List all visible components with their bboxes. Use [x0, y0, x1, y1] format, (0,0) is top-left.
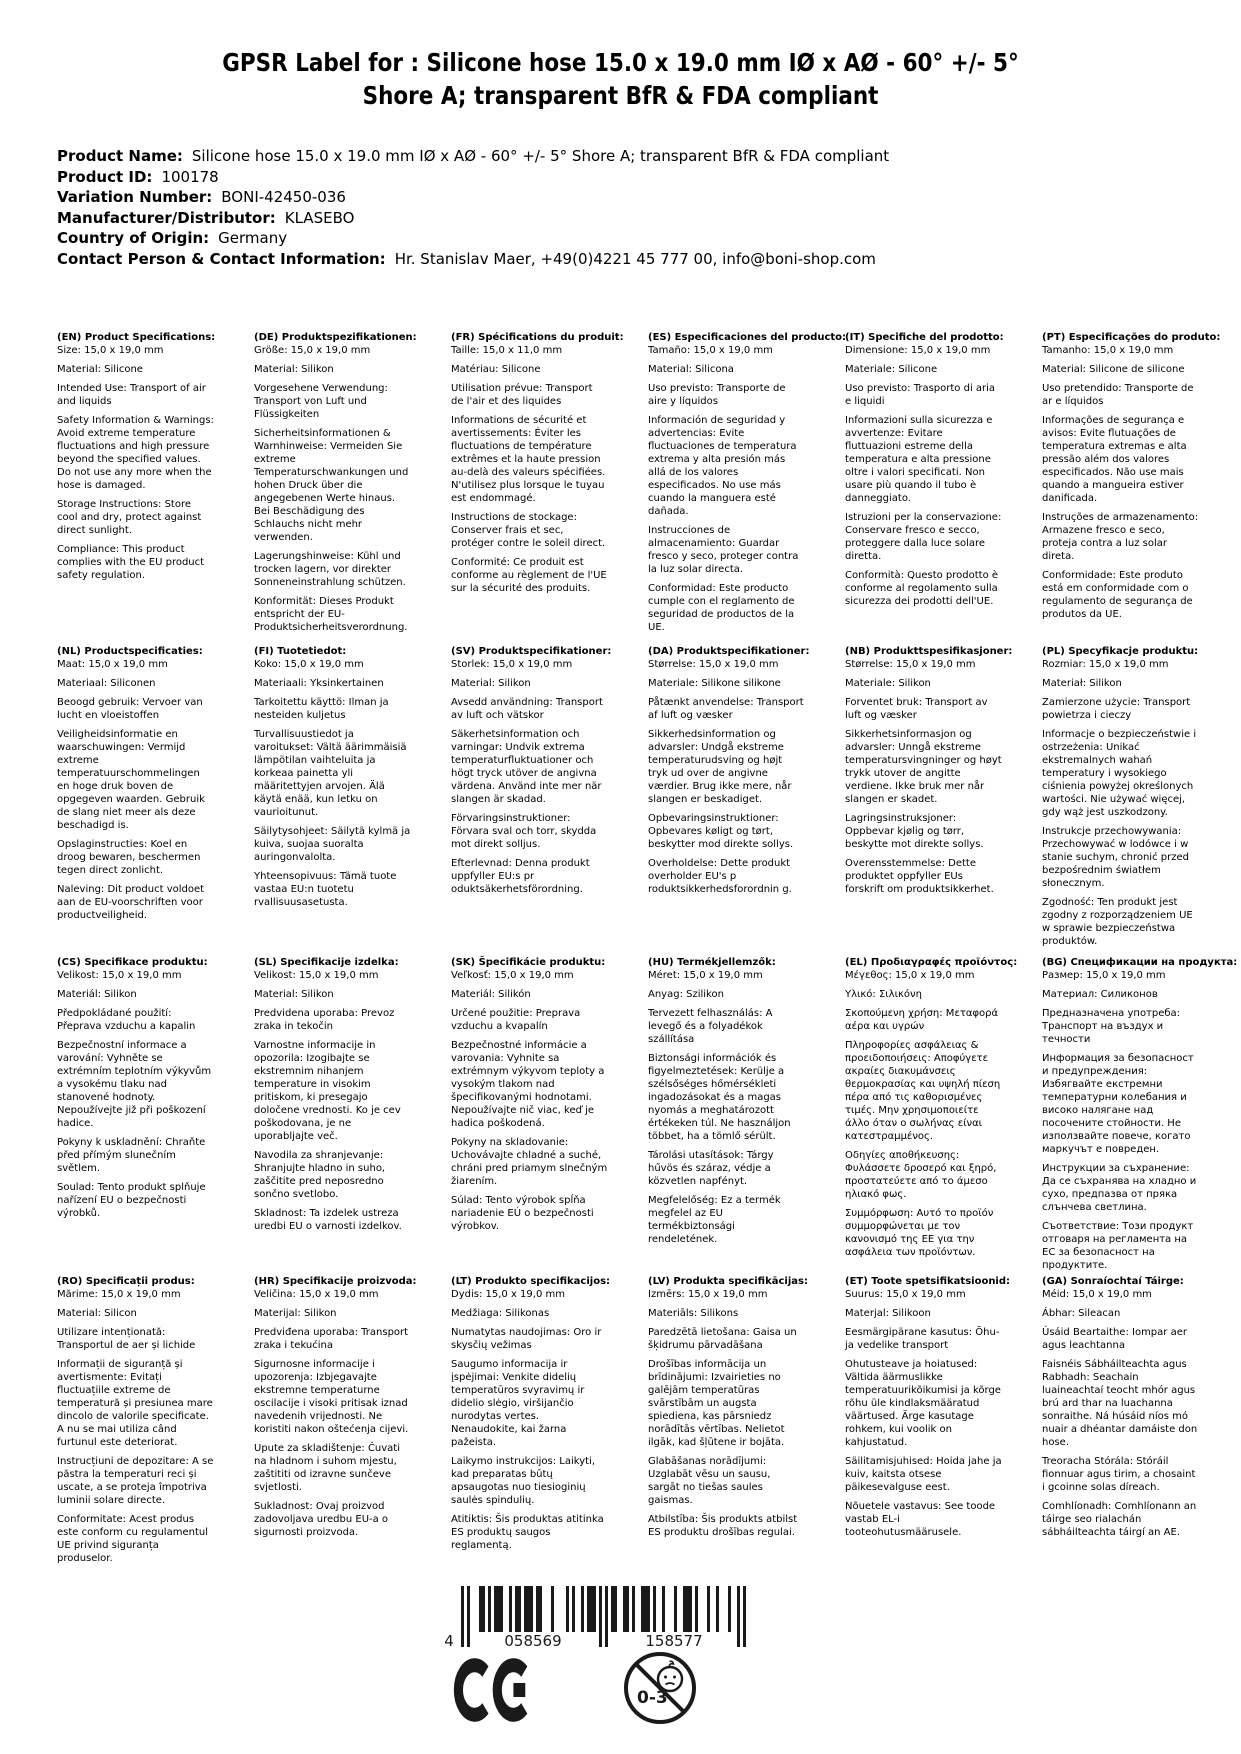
spec-paragraph: Treoracha Stórála: Stóráil fionnuar agus tirim, a chosaint i gcoinne solas díreach. — [1042, 1456, 1196, 1493]
spec-paragraph: Tamaño: 15,0 x 19,0 mm — [648, 345, 773, 356]
spec-paragraph: Tervezett felhasználás: A levegő és a folyadékok szállítása — [648, 1008, 773, 1045]
variation-number-label: Variation Number: — [57, 188, 213, 206]
spec-paragraph: Uso previsto: Transporte de aire y líquidos — [648, 383, 786, 407]
spec-paragraph: Tárolási utasítások: Tárgy hűvös és száraz, védje a közvetlen napfényt. — [648, 1150, 774, 1187]
spec-paragraph: Ohutusteave ja hoiatused: Vältida äärmuslikke temperatuurikõikumisi ja kõrge rõhu üle kindlaksmääratud väärtused. Ärge kasutage rohkem, kui voolik on kahjustatud. — [845, 1359, 1001, 1448]
spec-paragraph: Biztonsági információk és figyelmeztetések: Kerülje a szélsőséges hőmérsékleti ingadozásokat és a magas nyomás a meghatározott értékeken túl. Ne használjon többet, ha a tömlő sérült. — [648, 1053, 791, 1142]
spec-paragraph: Atitiktis: Šis produktas atitinka ES produktų saugos reglamentą. — [451, 1514, 604, 1551]
barcode-digits-left: 058569 — [504, 1632, 562, 1650]
spec-heading-it: (IT) Specifiche del prodotto: — [845, 332, 1004, 343]
product-info — [57, 146, 889, 269]
spec-paragraph: Størrelse: 15,0 x 19,0 mm — [648, 659, 779, 670]
spec-block-el — [845, 956, 1018, 1275]
spec-heading-cs: (CS) Specifikace produktu: — [57, 957, 208, 968]
spec-paragraph: Material: Silikon — [254, 364, 334, 375]
spec-paragraph: Matériau: Silicone — [451, 364, 541, 375]
spec-paragraph: Anyag: Szilikon — [648, 989, 724, 1000]
spec-paragraph: Instruções de armazenamento: Armazene fresco e seco, proteja contra a luz solar direta. — [1042, 512, 1199, 562]
spec-paragraph: Určené použitie: Preprava vzduchu a kvapalín — [451, 1008, 581, 1032]
spec-paragraph: Συμμόρφωση: Αυτό το προϊόν συμμορφώνεται με τον κανονισμό της ΕΕ για την ασφάλεια των προϊόντων. — [845, 1208, 994, 1258]
spec-paragraph: Velikost: 15,0 x 19,0 mm — [254, 970, 379, 981]
spec-paragraph: Dimensione: 15,0 x 19,0 mm — [845, 345, 991, 356]
spec-block-lt — [451, 1275, 611, 1565]
spec-paragraph: Opslaginstructies: Koel en droog bewaren, beschermen tegen direct zonlicht. — [57, 839, 201, 876]
spec-paragraph: Skladnost: Ta izdelek ustreza uredbi EU o varnosti izdelkov. — [254, 1208, 402, 1232]
spec-block-ga — [1042, 1275, 1199, 1565]
ean13-barcode — [438, 1586, 758, 1652]
baby-eye-left — [664, 1676, 667, 1679]
spec-paragraph: Bezpečnostní informace a varování: Vyhněte se extrémním teplotním výkyvům a vysokému tlaku nad stanovené hodnoty. Nepoužívejte již při poškození hadice. — [57, 1040, 212, 1129]
spec-paragraph: Súlad: Tento výrobok spĺňa nariadenie EÚ o bezpečnosti výrobkov. — [451, 1195, 594, 1232]
spec-paragraph: Инструкции за съхранение: Да се съхранява на хладно и сухо, предпазва от пряка слънчева светлина. — [1042, 1163, 1197, 1213]
spec-paragraph: Předpokládané použití: Přeprava vzduchu a kapalin — [57, 1008, 196, 1032]
barcode-digit-first: 4 — [444, 1632, 454, 1650]
page-title-line1: GPSR Label for : Silicone hose 15.0 x 19.0 mm IØ x AØ - 60° +/- 5° — [222, 48, 1019, 77]
spec-paragraph: Zamierzone użycie: Transport powietrza i cieczy — [1042, 697, 1191, 721]
ce-letter-c — [458, 1665, 485, 1715]
spec-paragraph: Upute za skladištenje: Čuvati na hladnom i suhom mjestu, zaštititi od izravne sunčeve svjetlosti. — [254, 1443, 401, 1493]
spec-paragraph: Informações de segurança e avisos: Evite flutuações de temperatura extremas e alta pressão além dos valores especificados. Não use mais quando a mangueira estiver danificada. — [1042, 415, 1187, 504]
product-name-label: Product Name: — [57, 147, 183, 165]
spec-heading-lv: (LV) Produkta specifikācijas: — [648, 1276, 808, 1287]
spec-paragraph: Turvallisuustiedot ja varoitukset: Vältä äärimmäisiä lämpötilan vaihteluita ja korkeaa painetta yli määritettyjen arvojen. Älä käytä enää, kun letku on vaurioitunut. — [254, 729, 407, 818]
country-of-origin-value: Germany — [218, 229, 288, 247]
spec-paragraph: Zgodność: Ten produkt jest zgodny z rozporządzeniem UE w sprawie bezpieczeństwa produktów. — [1042, 897, 1193, 947]
spec-paragraph: Faisnéis Sábháilteachta agus Rabhadh: Seachain luaineachtaí teocht mhór agus brú ard thar na luachanna sonraithe. Ná húsáid níos mó nuair a dhéantar damáiste don hose. — [1042, 1359, 1198, 1448]
spec-heading-pl: (PL) Specyfikacje produktu: — [1042, 646, 1199, 657]
contact-row — [57, 249, 889, 270]
spec-paragraph: Conformità: Questo prodotto è conforme al regolamento sulla sicurezza dei prodotti dell'UE. — [845, 570, 999, 607]
spec-paragraph: Intended Use: Transport of air and liquids — [57, 383, 206, 407]
spec-paragraph: Overensstemmelse: Dette produktet oppfyller EUs forskrift om produktsikkerhet. — [845, 858, 994, 895]
spec-paragraph: Material: Silicon — [57, 1308, 137, 1319]
spec-block-fr — [451, 331, 624, 645]
spec-paragraph: Predviđena uporaba: Transport zraka i tekućina — [254, 1327, 409, 1351]
spec-paragraph: Οδηγίες αποθήκευσης: Φυλάσσετε δροσερό και ξηρό, προστατεύετε από το άμεσο ηλιακό φως. — [845, 1150, 997, 1200]
baby-eye-right — [673, 1676, 676, 1679]
spec-paragraph: Uso pretendido: Transporte de ar e líquidos — [1042, 383, 1194, 407]
spec-paragraph: Material: Silicone de silicone — [1042, 364, 1185, 375]
spec-paragraph: Eesmärgipärane kasutus: Õhu- ja vedelike transport — [845, 1327, 1000, 1351]
spec-block-sl — [254, 956, 411, 1275]
spec-paragraph: Megfelelőség: Ez a termék megfelel az EU termékbiztonsági rendeletének. — [648, 1195, 781, 1245]
spec-heading-pt: (PT) Especificações do produto: — [1042, 332, 1221, 343]
spec-block-en — [57, 331, 214, 645]
spec-heading-fr: (FR) Spécifications du produit: — [451, 332, 624, 343]
spec-paragraph: Laikymo instrukcijos: Laikyti, kad preparatas būtų apsaugotas nuo tiesioginių saulės spindulių. — [451, 1456, 595, 1506]
spec-paragraph: Numatytas naudojimas: Oro ir skysčių vežimas — [451, 1327, 602, 1351]
spec-paragraph: Conformité: Ce produit est conforme au règlement de l'UE sur la sécurité des produits. — [451, 557, 607, 594]
spec-block-pt — [1042, 331, 1221, 645]
contact-label: Contact Person & Contact Information: — [57, 249, 386, 268]
spec-paragraph: Instrukcje przechowywania: Przechowywać w lodówce i w stanie suchym, chronić przed bezpośrednim światłem słonecznym. — [1042, 826, 1189, 889]
spec-paragraph: Rozmiar: 15,0 x 19,0 mm — [1042, 659, 1169, 670]
spec-paragraph: Säkerhetsinformation och varningar: Undvik extrema temperaturfluktuationer och högt tryck utöver de angivna värdena. Använd inte mer när slangen är skadad. — [451, 729, 602, 805]
spec-paragraph: Materiāls: Silikons — [648, 1308, 739, 1319]
spec-block-ro — [57, 1275, 214, 1565]
manufacturer-row — [57, 208, 889, 229]
spec-paragraph: Informacje o bezpieczeństwie i ostrzeżenia: Unikać ekstremalnych wahań temperatury i wysokiego ciśnienia powyżej określonych wartości. Nie używać więcej, gdy wąż jest uszkodzony. — [1042, 729, 1197, 818]
spec-paragraph: Veľkosť: 15,0 x 19,0 mm — [451, 970, 574, 981]
spec-heading-et: (ET) Toote spetsifikatsioonid: — [845, 1276, 1011, 1287]
age-warning-0-3-icon — [621, 1649, 699, 1727]
spec-paragraph: Uso previsto: Trasporto di aria e liquidi — [845, 383, 996, 407]
spec-heading-ga: (GA) Sonraíochtaí Táirge: — [1042, 1276, 1184, 1287]
spec-paragraph: Vorgesehene Verwendung: Transport von Luft und Flüssigkeiten — [254, 383, 388, 420]
spec-block-es — [648, 331, 847, 645]
spec-paragraph: Soulad: Tento produkt splňuje nařízení EU o bezpečnosti výrobků. — [57, 1182, 206, 1219]
spec-paragraph: Efterlevnad: Denna produkt uppfyller EU:s pr oduktsäkerhetsförordning. — [451, 858, 590, 895]
spec-heading-fi: (FI) Tuotetiedot: — [254, 646, 347, 657]
spec-paragraph: Paredzētā lietošana: Gaisa un šķidrumu pārvadāšana — [648, 1327, 797, 1351]
spec-paragraph: Sikkerhetsinformasjon og advarsler: Unngå ekstreme temperatursvingninger og høyt trykk utover de angitte verdiene. Ikke bruk mer når slangen er skadet. — [845, 729, 1002, 805]
spec-paragraph: Méret: 15,0 x 19,0 mm — [648, 970, 763, 981]
spec-paragraph: Conformidad: Este producto cumple con el reglamento de seguridad de productos de la UE. — [648, 583, 795, 633]
spec-paragraph: Μέγεθος: 15,0 x 19,0 mm — [845, 970, 975, 981]
spec-heading-bg: (BG) Спецификации на продукта: — [1042, 957, 1238, 968]
spec-paragraph: Materiale: Silikone silikone — [648, 678, 781, 689]
spec-paragraph: Sikkerhedsinformation og advarsler: Undgå ekstreme temperaturudsving og højt tryk ud over de angivne værdier. Brug ikke mere, når slangen er beskadiget. — [648, 729, 792, 805]
spec-paragraph: Размер: 15,0 x 19,0 mm — [1042, 970, 1166, 981]
spec-paragraph: Informații de siguranță și avertismente: Evitați fluctuațiile extreme de temperatură și presiunea mare dincolo de valorile specificate. A nu se mai utiliza când furtunul este deteriorat. — [57, 1359, 213, 1448]
product-id-row — [57, 167, 889, 188]
product-name-value: Silicone hose 15.0 x 19.0 mm IØ x AØ - 60° +/- 5° Shore A; transparent BfR & FDA compliant — [191, 147, 890, 165]
spec-paragraph: Tamanho: 15,0 x 19,0 mm — [1042, 345, 1174, 356]
spec-paragraph: Material: Silikon — [254, 989, 334, 1000]
spec-heading-da: (DA) Produktspecifikationer: — [648, 646, 810, 657]
variation-number-row — [57, 187, 889, 208]
spec-heading-nl: (NL) Productspecificaties: — [57, 646, 203, 657]
spec-paragraph: Ábhar: Sileacan — [1042, 1308, 1121, 1319]
spec-paragraph: Tarkoitettu käyttö: Ilman ja nesteiden kuljetus — [254, 697, 389, 721]
spec-paragraph: Forventet bruk: Transport av luft og væsker — [845, 697, 988, 721]
spec-block-lv — [648, 1275, 808, 1565]
spec-heading-lt: (LT) Produkto specifikacijos: — [451, 1276, 611, 1287]
spec-block-cs — [57, 956, 214, 1275]
spec-paragraph: Predvidena uporaba: Prevoz zraka in tekočin — [254, 1008, 395, 1032]
spec-block-bg — [1042, 956, 1238, 1275]
spec-block-fi — [254, 645, 411, 956]
spec-paragraph: Conformitate: Acest produs este conform cu regulamentul UE privind siguranța produselor. — [57, 1514, 208, 1564]
spec-paragraph: Koko: 15,0 x 19,0 mm — [254, 659, 364, 670]
spec-paragraph: Storage Instructions: Store cool and dry, protect against direct sunlight. — [57, 499, 202, 536]
spec-paragraph: Materiale: Silikon — [845, 678, 931, 689]
spec-paragraph: Utilizare intenționată: Transportul de aer și lichide — [57, 1327, 196, 1351]
spec-paragraph: Υλικό: Σιλικόνη — [845, 989, 922, 1000]
spec-paragraph: Méid: 15,0 x 19,0 mm — [1042, 1289, 1152, 1300]
spec-paragraph: Úsáid Beartaithe: Iompar aer agus leachtanna — [1042, 1327, 1187, 1351]
spec-block-nl — [57, 645, 214, 956]
spec-block-de — [254, 331, 417, 645]
spec-paragraph: Instrucțiuni de depozitare: A se păstra la temperaturi reci și uscate, a se proteja împotriva luminii solare directe. — [57, 1456, 214, 1506]
spec-paragraph: Materiale: Silicone — [845, 364, 938, 375]
spec-paragraph: Größe: 15,0 x 19,0 mm — [254, 345, 371, 356]
spec-heading-hr: (HR) Specifikacije proizvoda: — [254, 1276, 417, 1287]
spec-paragraph: Yhteensopivuus: Tämä tuote vastaa EU:n tuotetu rvallisuusasetusta. — [254, 871, 397, 908]
spec-paragraph: Taille: 15,0 x 11,0 mm — [451, 345, 563, 356]
spec-block-it — [845, 331, 1002, 645]
spec-paragraph: Storlek: 15,0 x 19,0 mm — [451, 659, 573, 670]
spec-paragraph: Säilitamisjuhised: Hoida jahe ja kuiv, kaitsta otsese päikesevalguse eest. — [845, 1456, 1002, 1493]
spec-paragraph: Πληροφορίες ασφάλειας & προειδοποιήσεις: Αποφύγετε ακραίες διακυμάνσεις θερμοκρασίας και υψηλή πίεση πέρα από τις καθορισμένες τιμές. Μην χρησιμοποιείτε άλλο όταν ο σωλήνας είναι κατεστραμμένος. — [845, 1040, 1001, 1142]
product-id-value: 100178 — [161, 167, 219, 186]
spec-block-da — [648, 645, 810, 956]
spec-paragraph: Atbilstība: Šis produkts atbilst ES produktu drošības regulai. — [648, 1514, 798, 1538]
spec-paragraph: Instructions de stockage: Conserver frais et sec, protéger contre le soleil direct. — [451, 512, 606, 549]
spec-paragraph: Materiaal: Siliconen — [57, 678, 156, 689]
spec-block-pl — [1042, 645, 1199, 956]
spec-paragraph: Avsedd användning: Transport av luft och vätskor — [451, 697, 603, 721]
spec-paragraph: Предназначена употреба: Транспорт на въздух и течности — [1042, 1008, 1181, 1045]
spec-paragraph: Materiál: Silikon — [57, 989, 137, 1000]
spec-paragraph: Lagerungshinweise: Kühl und trocken lagern, vor direkter Sonneneinstrahlung schützen. — [254, 551, 406, 588]
spec-paragraph: Mărime: 15,0 x 19,0 mm — [57, 1289, 181, 1300]
spec-paragraph: Σκοπούμενη χρήση: Μεταφορά αέρα και υγρών — [845, 1008, 999, 1032]
spec-paragraph: Materiál: Silikón — [451, 989, 531, 1000]
spec-heading-nb: (NB) Produkttspesifikasjoner: — [845, 646, 1013, 657]
spec-block-sv — [451, 645, 612, 956]
contact-value: Hr. Stanislav Maer, +49(0)4221 45 777 00, info@boni-shop.com — [394, 249, 876, 268]
spec-paragraph: Съответствие: Този продукт отговаря на регламента на ЕС за безопасност на продуктите. — [1042, 1221, 1194, 1271]
spec-paragraph: Säilytysohjeet: Säilytä kylmä ja kuiva, suojaa suoralta auringonvalolta. — [254, 826, 411, 863]
spec-block-nb — [845, 645, 1013, 956]
country-of-origin-label: Country of Origin: — [57, 229, 210, 247]
spec-paragraph: Utilisation prévue: Transport de l'air et des liquides — [451, 383, 593, 407]
country-of-origin-row — [57, 228, 889, 249]
spec-paragraph: Bezpečnostné informácie a varovania: Vyhnite sa extrémnym výkyvom teploty a vysokým tlakom nad špecifikovanými hodnotami. Nepoužívajte nič viac, keď je hadica poškodená. — [451, 1040, 605, 1129]
spec-paragraph: Naleving: Dit product voldoet aan de EU-voorschriften voor productveiligheid. — [57, 884, 205, 921]
spec-paragraph: Materiał: Silikon — [1042, 678, 1122, 689]
manufacturer-value: KLASEBO — [284, 208, 355, 227]
spec-paragraph: Veiligheidsinformatie en waarschuwingen: Vermijd extreme temperatuurschommelingen en hoge druk boven de opgegeven waarden. Gebruik de slang niet meer als deze beschadigd is. — [57, 729, 205, 831]
spec-paragraph: Material: Silicona — [648, 364, 734, 375]
spec-heading-de: (DE) Produktspezifikationen: — [254, 332, 417, 343]
spec-paragraph: Drošības informācija un brīdinājumi: Izvairieties no galējām temperatūras svārstībām un augsta spiediena, kas pārsniedz norādītās vērtības. Nelietot ilgāk, kad šļūtene ir bojāta. — [648, 1359, 785, 1448]
spec-paragraph: Materiaali: Yksinkertainen — [254, 678, 384, 689]
spec-paragraph: Overholdelse: Dette produkt overholder EU's p roduktsikkerhedsforordnin g. — [648, 858, 792, 895]
spec-paragraph: Förvaringsinstruktioner: Förvara sval och torr, skydda mot direkt solljus. — [451, 813, 597, 850]
spec-paragraph: Conformidade: Este produto está em conformidade com o regulamento de segurança de produtos da UE. — [1042, 570, 1193, 620]
page-title — [87, 46, 1154, 112]
spec-paragraph: Información de seguridad y advertencias: Evite fluctuaciones de temperatura extrema y alta presión más allá de los valores especificados. No use más cuando la manguera esté dañada. — [648, 415, 797, 517]
spec-paragraph: Istruzioni per la conservazione: Conservare fresco e secco, proteggere dalla luce solare diretta. — [845, 512, 1002, 562]
spec-heading-el: (EL) Προδιαγραφές προϊόντος: — [845, 957, 1018, 968]
spec-paragraph: Medžiaga: Silikonas — [451, 1308, 550, 1319]
spec-paragraph: Material: Silikon — [451, 678, 531, 689]
baby-frown — [666, 1683, 675, 1685]
spec-block-hr — [254, 1275, 417, 1565]
spec-paragraph: Saugumo informacija ir įspėjimai: Venkite didelių temperatūros svyravimų ir didelio slėgio, viršijančio nurodytas vertes. Nenaudokite, kai žarna pažeista. — [451, 1359, 585, 1448]
spec-heading-es: (ES) Especificaciones del producto: — [648, 332, 847, 343]
product-name-row — [57, 146, 889, 167]
spec-paragraph: Konformität: Dieses Produkt entspricht der EU-Produktsicherheitsverordnung. — [254, 596, 408, 633]
spec-paragraph: Size: 15,0 x 19,0 mm — [57, 345, 164, 356]
spec-paragraph: Instrucciones de almacenamiento: Guardar fresco y seco, proteger contra la luz solar directa. — [648, 525, 799, 575]
spec-grid — [57, 331, 1239, 1565]
spec-paragraph: Dydis: 15,0 x 19,0 mm — [451, 1289, 565, 1300]
age-warning-text: 0-3 — [637, 1688, 668, 1708]
spec-paragraph: Informations de sécurité et avertissements: Éviter les fluctuations de température extrêmes et la haute pression au-delà des valeurs spécifiées. N'utilisez plus lorsque le tuyau est endommagé. — [451, 415, 606, 504]
spec-paragraph: Информация за безопасност и предупреждения: Избягвайте екстремни температурни колебания и високо налягане над посочените стойности. Не използвайте повече, когато маркучът е повреден. — [1042, 1053, 1194, 1155]
spec-paragraph: Maat: 15,0 x 19,0 mm — [57, 659, 168, 670]
spec-paragraph: Compliance: This product complies with the EU product safety regulation. — [57, 544, 205, 581]
spec-paragraph: Glabāšanas norādījumi: Uzglabāt vēsu un sausu, sargāt no tiešas saules gaismas. — [648, 1456, 771, 1506]
spec-heading-sv: (SV) Produktspecifikationer: — [451, 646, 612, 657]
spec-paragraph: Sigurnosne informacije i upozorenja: Izbjegavajte ekstremne temperaturne oscilacije i visoki pritisak iznad navedenih vrijednosti. Ne koristiti nakon oštećenja cijevi. — [254, 1359, 409, 1435]
spec-paragraph: Safety Information & Warnings: Avoid extreme temperature fluctuations and high pressure beyond the specified values. Do not use any more when the hose is damaged. — [57, 415, 214, 491]
spec-paragraph: Opbevaringsinstruktioner: Opbevares køligt og tørt, beskytter mod direkte sollys. — [648, 813, 794, 850]
spec-paragraph: Materijal: Silikon — [254, 1308, 337, 1319]
spec-heading-sl: (SL) Specifikacije izdelka: — [254, 957, 399, 968]
spec-paragraph: Størrelse: 15,0 x 19,0 mm — [845, 659, 976, 670]
manufacturer-label: Manufacturer/Distributor: — [57, 208, 276, 227]
spec-heading-ro: (RO) Specificații produs: — [57, 1276, 195, 1287]
spec-paragraph: Material: Silicone — [57, 364, 143, 375]
spec-paragraph: Velikost: 15,0 x 19,0 mm — [57, 970, 182, 981]
spec-paragraph: Beoogd gebruik: Vervoer van lucht en vloeistoffen — [57, 697, 203, 721]
ce-mark-icon — [453, 1657, 535, 1723]
spec-paragraph: Pokyny na skladovanie: Uchovávajte chladné a suché, chráni pred priamym slnečným žiarením. — [451, 1137, 608, 1187]
spec-paragraph: Nõuetele vastavus: See toode vastab EL-i tooteohutusmäärusele. — [845, 1501, 996, 1538]
spec-paragraph: Påtænkt anvendelse: Transport af luft og væsker — [648, 697, 804, 721]
spec-heading-hu: (HU) Termékjellemzők: — [648, 957, 776, 968]
spec-paragraph: Lagringsinstruksjoner: Oppbevar kjølig og tørr, beskytte mot direkte sollys. — [845, 813, 984, 850]
spec-paragraph: Veličina: 15,0 x 19,0 mm — [254, 1289, 379, 1300]
barcode-digits-right: 158577 — [645, 1632, 703, 1650]
spec-paragraph: Sukladnost: Ovaj proizvod zadovoljava uredbu EU-a o sigurnosti proizvoda. — [254, 1501, 389, 1538]
spec-block-sk — [451, 956, 608, 1275]
spec-paragraph: Suurus: 15,0 x 19,0 mm — [845, 1289, 966, 1300]
spec-paragraph: Izmērs: 15,0 x 19,0 mm — [648, 1289, 768, 1300]
spec-paragraph: Materjal: Silikoon — [845, 1308, 931, 1319]
spec-block-hu — [648, 956, 805, 1275]
spec-heading-sk: (SK) Špecifikácie produktu: — [451, 957, 606, 968]
page-title-line2: Shore A; transparent BfR & FDA compliant — [362, 81, 879, 110]
spec-paragraph: Informazioni sulla sicurezza e avvertenze: Evitare fluttuazioni estreme della temperatura e alta pressione oltre i valori specificati. Non usare più quando il tubo è danneggiato. — [845, 415, 993, 504]
spec-paragraph: Материал: Силиконов — [1042, 989, 1158, 1000]
spec-paragraph: Comhlíonadh: Comhlíonann an táirge seo rialachán sábháilteachta táirgí an AE. — [1042, 1501, 1197, 1538]
spec-paragraph: Varnostne informacije in opozorila: Izogibajte se ekstremnim nihanjem temperature in visokim pritiskom, ki presegajo določene vrednosti. Ko je cev poškodovana, je ne uporabljajte več. — [254, 1040, 401, 1142]
product-id-label: Product ID: — [57, 167, 153, 186]
spec-paragraph: Sicherheitsinformationen & Warnhinweise: Vermeiden Sie extreme Temperaturschwankungen und hohen Druck über die angegebenen Werte hinaus. Bei Beschädigung des Schlauchs nicht mehr verwenden. — [254, 428, 409, 543]
spec-paragraph: Navodila za shranjevanje: Shranjujte hladno in suho, zaščitite pred neposredno sončno svetlobo. — [254, 1150, 386, 1200]
spec-block-et — [845, 1275, 1011, 1565]
spec-paragraph: Pokyny k uskladnění: Chraňte před přímým slunečním světlem. — [57, 1137, 206, 1174]
variation-number-value: BONI-42450-036 — [221, 188, 346, 206]
spec-heading-en: (EN) Product Specifications: — [57, 332, 216, 343]
